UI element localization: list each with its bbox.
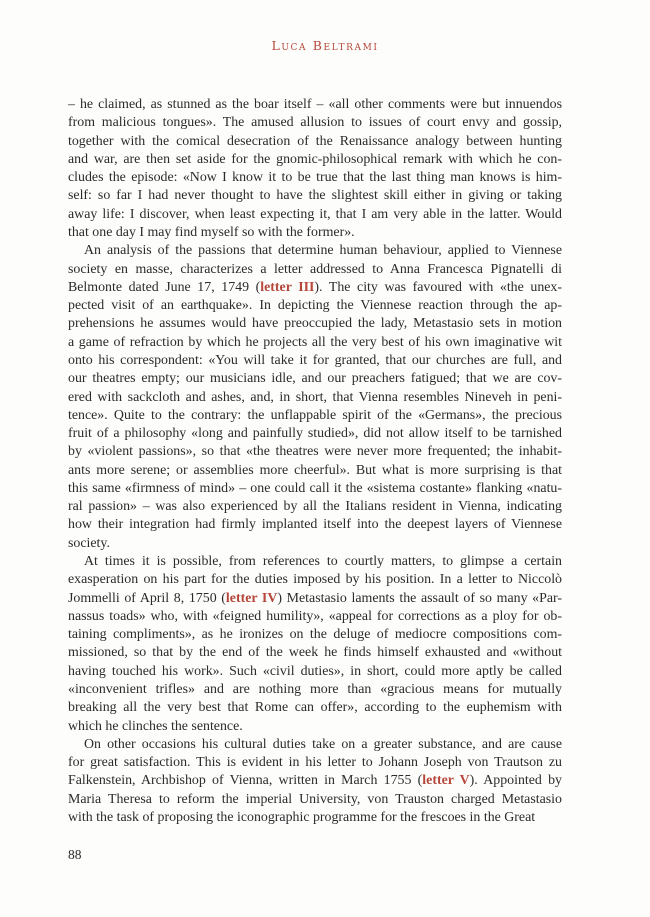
text-segment: «inconvenient trifles» and are nothing more than «gracious means for mutually: [68, 682, 562, 697]
text-segment: Maria Theresa to reform the imperial University, von Trauston charged Metastasio: [68, 791, 562, 807]
text-line: [68, 279, 562, 297]
text-segment: how their integration had firmly implanted itself into the deepest layers of Viennese: [68, 517, 562, 533]
text-line: [68, 261, 562, 279]
text-line: [68, 608, 562, 626]
text-line: [68, 133, 562, 151]
running-head: Luca Beltrami: [271, 38, 379, 53]
text-segment: that one day I may find myself so with the former».: [68, 224, 355, 240]
text-line: [68, 169, 562, 187]
text-line: [68, 699, 562, 717]
text-segment: breaking all the very best that Rome can offer», according to the euphemism with: [68, 700, 562, 716]
text-segment: At times it is possible, from references to courtly matters, to glimpse a certain: [84, 554, 562, 570]
text-line: [68, 553, 562, 571]
text-line: [68, 480, 562, 498]
text-segment: Jommelli of April 8, 1750 (: [68, 590, 226, 606]
text-segment: ). Appointed by: [469, 773, 562, 789]
letter-reference-link[interactable]: letter IV: [225, 590, 278, 606]
text-segment: a game of refraction by which he projects all the very best of his own imaginative wit: [68, 334, 562, 350]
text-segment: taining compliments», as he ironizes on the deluge of mediocre compositions com-: [68, 627, 562, 643]
text-segment: Falkenstein, Archbishop of Vienna, written in March 1755 (: [68, 773, 423, 789]
text-segment: cludes the episode: «Now I know it to be true that the last thing man knows is him-: [68, 170, 562, 186]
text-segment: ral passion» – was also experienced by all the Italians resident in Vienna, indicating: [68, 499, 562, 515]
text-segment: exasperation on his part for the duties imposed by his position. In a letter to Niccolò: [68, 572, 562, 588]
text-line: [68, 407, 562, 425]
text-line: [68, 644, 562, 662]
text-segment: ). The city was favoured with «the unex-: [314, 279, 562, 295]
text-segment: tence». Quite to the contrary: the unflappable spirit of the «Germans», the precious: [68, 407, 562, 423]
text-segment: pected visit of an earthquake». In depicting the Viennese reaction through the ap-: [68, 298, 562, 314]
text-segment: ered with sackcloth and ashes, and, in short, that Vienna resembles Nineveh in peni-: [68, 389, 562, 405]
text-line: [68, 151, 562, 169]
text-segment: away life: I discover, when least expecting it, that I am very able in the latter. Would: [68, 206, 562, 222]
text-segment: society.: [68, 535, 110, 551]
letter-reference-link[interactable]: letter III: [260, 279, 315, 295]
text-line: [68, 516, 562, 534]
text-segment: ) Metastasio laments the assault of so many «Par-: [277, 590, 562, 606]
letter-reference-link[interactable]: letter V: [422, 773, 470, 789]
text-line: [68, 498, 562, 516]
page-number: 88: [68, 847, 82, 862]
text-line: [68, 791, 562, 809]
text-segment: onto his correspondent: «You will take it for granted, that our churches are full, and: [68, 352, 562, 368]
text-line: [68, 736, 562, 754]
text-segment: from malicious tongues». The amused allusion to issues of court envy and gossip,: [68, 115, 562, 131]
text-line: [68, 315, 562, 333]
text-segment: prehensions he assumes would have preoccupied the lady, Metastasio sets in motion: [68, 316, 562, 332]
text-segment: missioned, so that by the end of the week he finds himself exhausted and «without: [68, 645, 562, 661]
text-segment: together with the comical desecration of the Renaissance analogy between hunting: [68, 133, 562, 149]
text-line: [68, 242, 562, 260]
text-line: [68, 352, 562, 370]
text-segment: self: so far I had never thought to have the slightest skill either in giving or taking: [68, 188, 562, 204]
text-line: [68, 224, 562, 242]
text-line: [68, 187, 562, 205]
text-line: [68, 370, 562, 388]
text-line: [68, 443, 562, 461]
text-segment: Belmonte dated June 17, 1749 (: [68, 279, 261, 295]
text-line: [68, 334, 562, 352]
text-segment: this same «firmness of mind» – one could call it the «sistema costante» flanking «natu-: [68, 480, 562, 496]
text-line: [68, 718, 562, 736]
text-line: [68, 754, 562, 772]
text-line: [68, 626, 562, 644]
text-segment: An analysis of the passions that determine human behaviour, applied to Viennese: [84, 243, 562, 259]
text-segment: – he claimed, as stunned as the boar itself – «all other comments were but innuendos: [68, 97, 562, 112]
text-line: [68, 772, 562, 790]
body-text: [68, 96, 562, 827]
text-segment: society en masse, characterizes a letter addressed to Anna Francesca Pignatelli di: [68, 261, 562, 277]
text-segment: fruit of a philosophy «long and painfully studied», did not allow itself to be tarnished: [68, 426, 562, 442]
text-line: [68, 206, 562, 224]
text-segment: which he clinches the sentence.: [68, 718, 243, 734]
text-line: [68, 462, 562, 480]
text-line: [68, 535, 562, 553]
text-segment: with the task of proposing the iconographic programme for the frescoes in the Great: [68, 809, 536, 825]
text-segment: On other occasions his cultural duties take on a greater substance, and are cause: [84, 736, 562, 752]
text-line: [68, 114, 562, 132]
text-line: [68, 663, 562, 681]
text-segment: and war, are then set aside for the gnomic-philosophical remark with which he con-: [68, 151, 562, 167]
text-line: [68, 425, 562, 443]
text-segment: ants more serene; or assemblies more cheerful». But what is more surprising is that: [68, 462, 562, 478]
text-line: [68, 590, 562, 608]
text-line: [68, 571, 562, 589]
text-line: [68, 297, 562, 315]
text-segment: nassus toads» who, with «feigned humility», «appeal for corrections as a ploy for ob-: [68, 608, 562, 624]
text-line: [68, 681, 562, 699]
text-segment: by «violent passions», so that «the theatres were never more frequented; the inhabit-: [68, 444, 562, 460]
text-segment: our theatres empty; our musicians idle, and our preachers fatigued; that we are cov-: [68, 371, 562, 387]
text-segment: having touched his work». Such «civil duties», in short, could more aptly be called: [68, 663, 562, 679]
text-line: [68, 389, 562, 407]
text-line: [68, 809, 562, 827]
text-line: [68, 96, 562, 114]
text-segment: for great satisfaction. This is evident in his letter to Johann Joseph von Trautson zu: [68, 755, 562, 771]
